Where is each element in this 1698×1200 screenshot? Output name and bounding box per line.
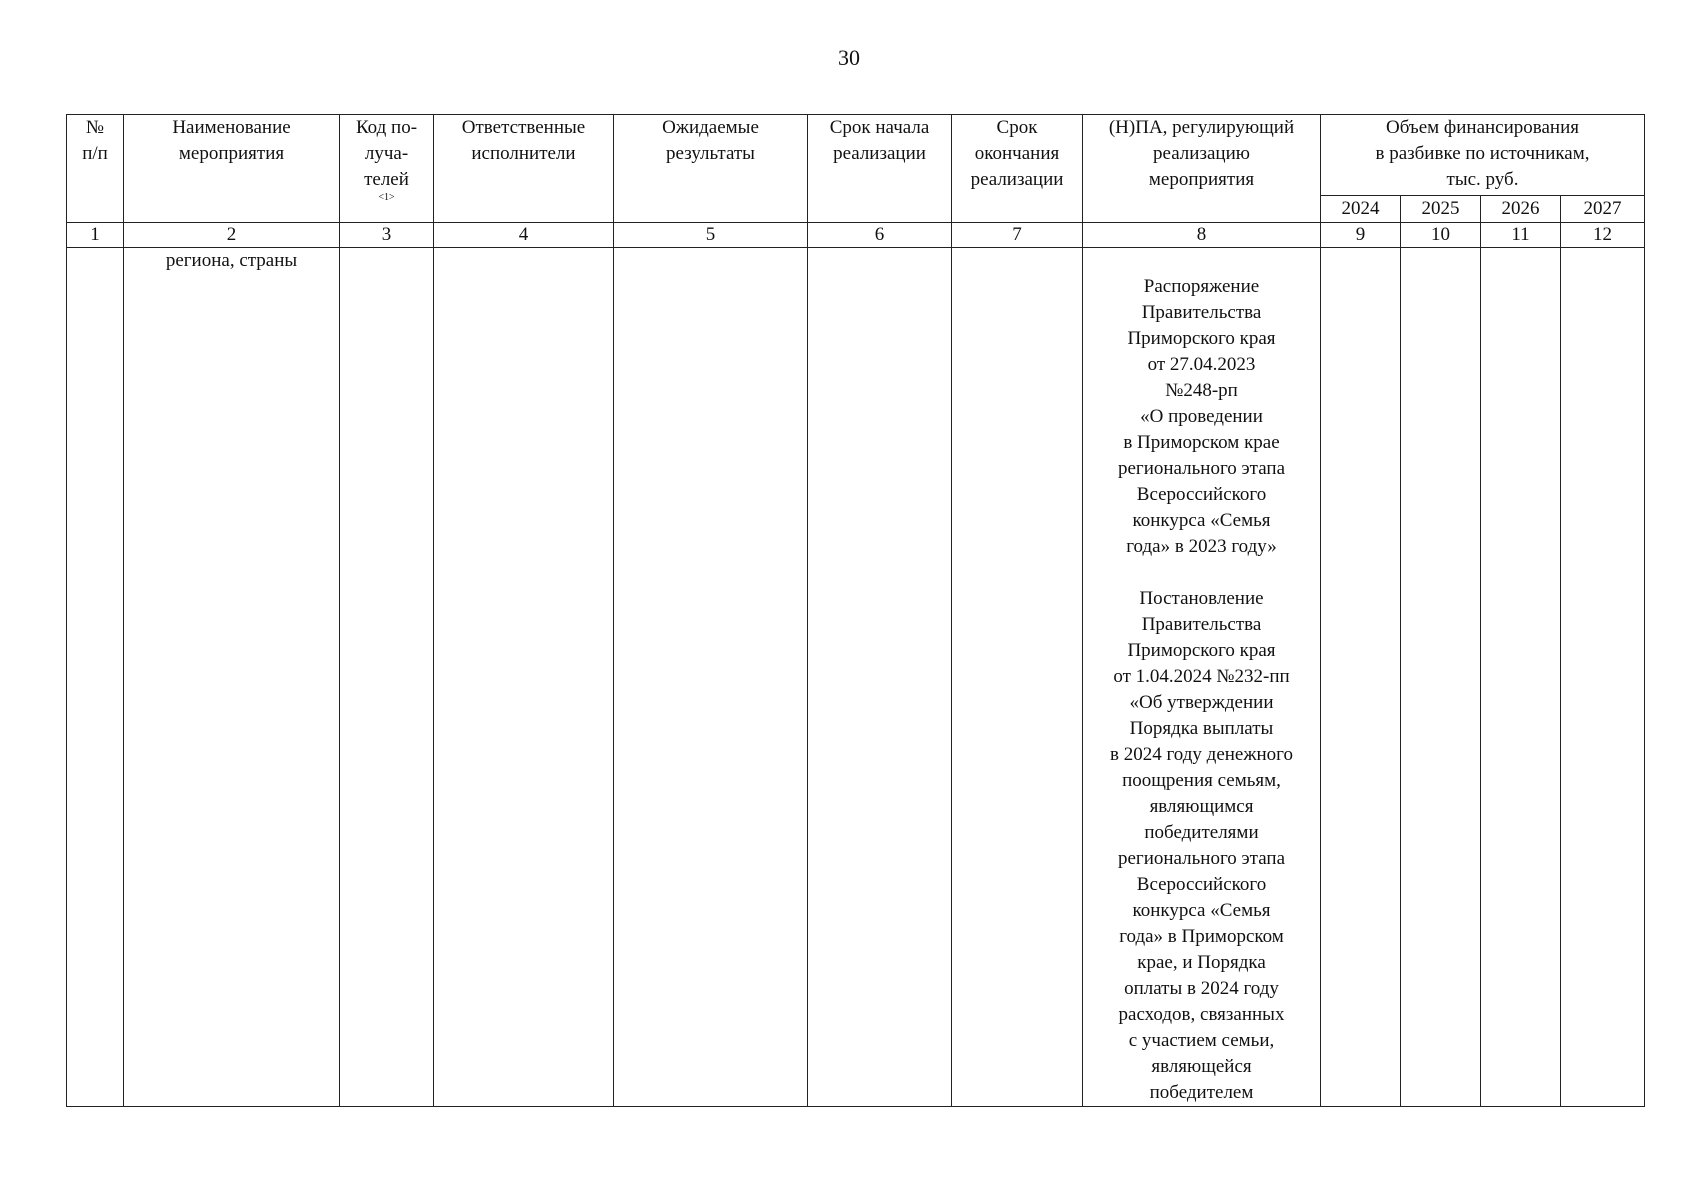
cell-results	[614, 248, 808, 1107]
header-start: Срок начала реализации	[808, 115, 952, 223]
cell-start	[808, 248, 952, 1107]
column-index: 5	[614, 223, 808, 248]
npa-line: победителями	[1144, 822, 1259, 843]
cell-2026	[1481, 248, 1561, 1107]
npa-line: №248-рп	[1165, 380, 1238, 401]
column-index: 10	[1401, 223, 1481, 248]
npa-line: регионального этапа	[1117, 848, 1286, 869]
header-name: Наименование мероприятия	[124, 115, 340, 223]
npa-line: Всероссийского	[1136, 484, 1267, 505]
column-index: 6	[808, 223, 952, 248]
year-2025: 2025	[1401, 196, 1481, 223]
year-2027: 2027	[1561, 196, 1645, 223]
column-index: 11	[1481, 223, 1561, 248]
header-row	[67, 115, 1645, 196]
column-index-row	[67, 223, 1645, 248]
npa-line: конкурса «Семья	[1132, 510, 1271, 531]
cell-num	[67, 248, 124, 1107]
year-2026: 2026	[1481, 196, 1561, 223]
npa-line: крае, и Порядка	[1137, 952, 1266, 973]
column-index: 12	[1561, 223, 1645, 248]
npa-order-text	[1087, 274, 1316, 560]
column-index: 4	[434, 223, 614, 248]
npa-line: Приморского края	[1127, 640, 1276, 661]
npa-line: регионального этапа	[1117, 458, 1286, 479]
footnote-mark: <1>	[378, 192, 395, 203]
npa-line: в Приморском крае	[1123, 432, 1280, 453]
npa-line: являющимся	[1149, 796, 1254, 817]
column-index: 3	[340, 223, 434, 248]
npa-line: оплаты в 2024 году	[1124, 978, 1279, 999]
cell-name: региона, страны	[124, 248, 340, 1107]
header-npa: (Н)ПА, регулирующий реализацию мероприятия	[1083, 115, 1321, 223]
npa-line: расходов, связанных	[1118, 1004, 1285, 1025]
npa-line: от 1.04.2024 №232-пп	[1113, 666, 1290, 687]
npa-line: года» в Приморском	[1119, 926, 1284, 947]
npa-line: Распоряжение	[1143, 276, 1260, 297]
npa-line: поощрения семьям,	[1122, 770, 1281, 791]
npa-line: являющейся	[1151, 1056, 1252, 1077]
column-index: 7	[952, 223, 1083, 248]
cell-2027	[1561, 248, 1645, 1107]
cell-npa	[1083, 248, 1321, 1107]
header-results: Ожидаемые результаты	[614, 115, 808, 223]
measures-table	[66, 114, 1645, 1107]
column-index: 8	[1083, 223, 1321, 248]
npa-line: от 27.04.2023	[1147, 354, 1256, 375]
cell-2025	[1401, 248, 1481, 1107]
npa-line: Приморского края	[1127, 328, 1276, 349]
header-financing: Объем финансирования в разбивке по источникам, тыс. руб.	[1321, 115, 1645, 196]
table-row	[67, 248, 1645, 1107]
npa-line: Порядка выплаты	[1129, 718, 1274, 739]
npa-line: победителем	[1149, 1082, 1254, 1103]
cell-2024	[1321, 248, 1401, 1107]
npa-line: конкурса «Семья	[1132, 900, 1271, 921]
npa-line: «Об утверждении	[1129, 692, 1274, 713]
column-index: 2	[124, 223, 340, 248]
npa-resolution-text	[1087, 586, 1316, 1106]
header-executors: Ответственные исполнители	[434, 115, 614, 223]
year-2024: 2024	[1321, 196, 1401, 223]
page-number: 30	[838, 45, 860, 70]
column-index: 9	[1321, 223, 1401, 248]
header-code: Код по- луча- телей <1>	[340, 115, 434, 223]
npa-line: Правительства	[1141, 614, 1262, 635]
npa-line: года» в 2023 году»	[1126, 536, 1277, 557]
header-end: Срок окончания реализации	[952, 115, 1083, 223]
npa-line: Постановление	[1139, 588, 1264, 609]
npa-line: в 2024 году денежного	[1110, 744, 1293, 765]
npa-line: «О проведении	[1140, 406, 1263, 427]
npa-line: Всероссийского	[1136, 874, 1267, 895]
npa-line: Правительства	[1141, 302, 1262, 323]
cell-executors	[434, 248, 614, 1107]
npa-line: с участием семьи,	[1128, 1030, 1275, 1051]
header-num: № п/п	[67, 115, 124, 223]
column-index: 1	[67, 223, 124, 248]
cell-end	[952, 248, 1083, 1107]
cell-code	[340, 248, 434, 1107]
